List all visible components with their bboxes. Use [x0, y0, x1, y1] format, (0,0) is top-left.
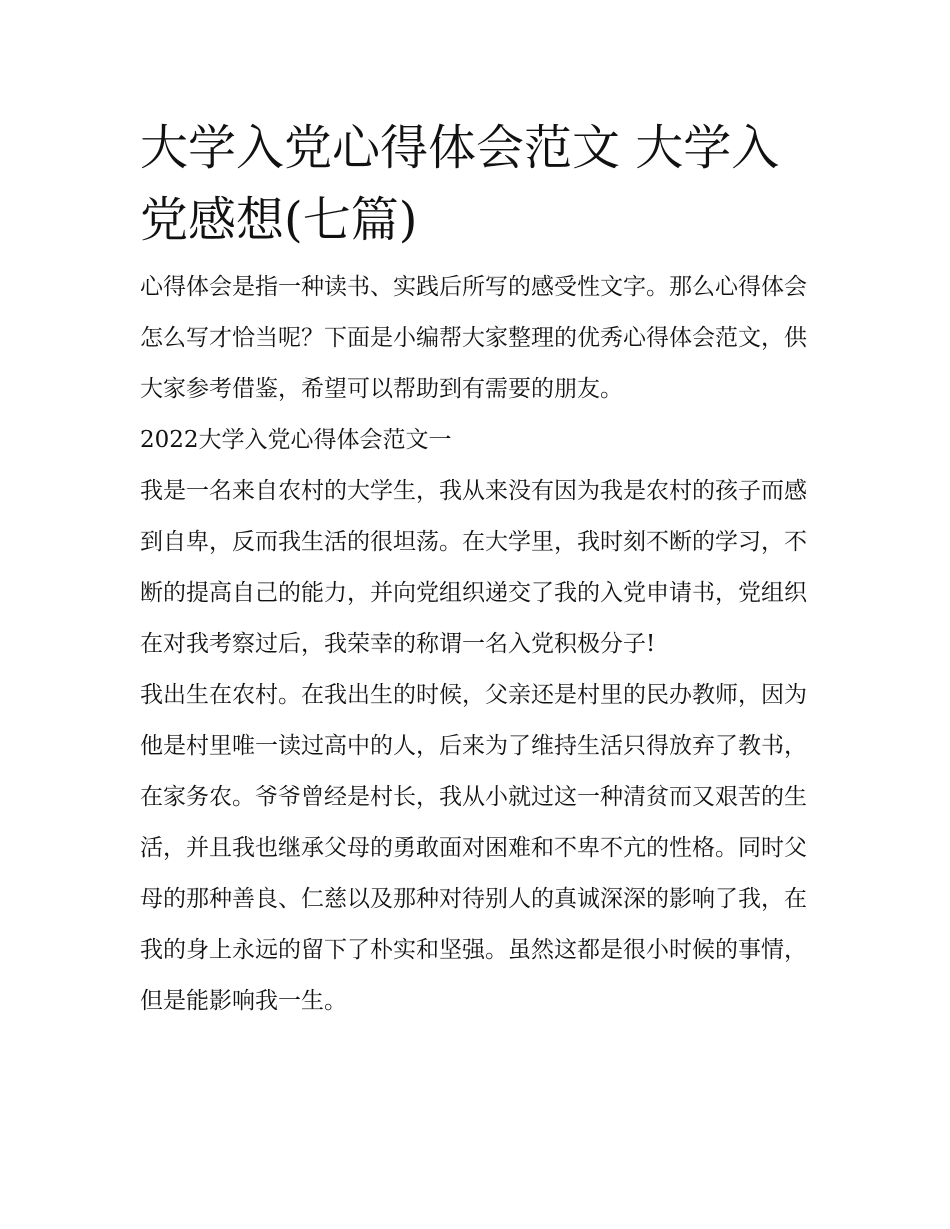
body-paragraph: 我出生在农村。在我出生的时候，父亲还是村里的民办教师，因为他是村里唯一读过高中的人，后来为了维持生活只得放弃了教书，在家务农。爷爷曾经是村长，我从小就过这一种清贫而又艰苦的生活，并且我也继承父母的勇敢面对困难和不卑不亢的性格。同时父母的那种善良、仁慈以及那种对待别人的真诚深深的影响了我，在我的身上永远的留下了朴实和坚强。虽然这都是很小时候的事情，但是能影响我一生。: [140, 682, 807, 1014]
document-body: [140, 112, 812, 1027]
intro-paragraph: 心得体会是指一种读书、实践后所写的感受性文字。那么心得体会怎么写才恰当呢？下面是小编帮大家整理的优秀心得体会范文，供大家参考借鉴，希望可以帮助到有需要的朋友。: [140, 274, 807, 402]
section-heading: 2022大学入党心得体会范文一: [140, 427, 452, 453]
body-paragraph: 我是一名来自农村的大学生，我从来没有因为我是农村的孩子而感到自卑，反而我生活的很坦荡。在大学里，我时刻不断的学习，不断的提高自己的能力，并向党组织递交了我的入党申请书，党组织在对我考察过后，我荣幸的称谓一名入党积极分子!: [140, 478, 807, 657]
document-title: 大学入党心得体会范文 大学入党感想(七篇): [140, 120, 780, 248]
